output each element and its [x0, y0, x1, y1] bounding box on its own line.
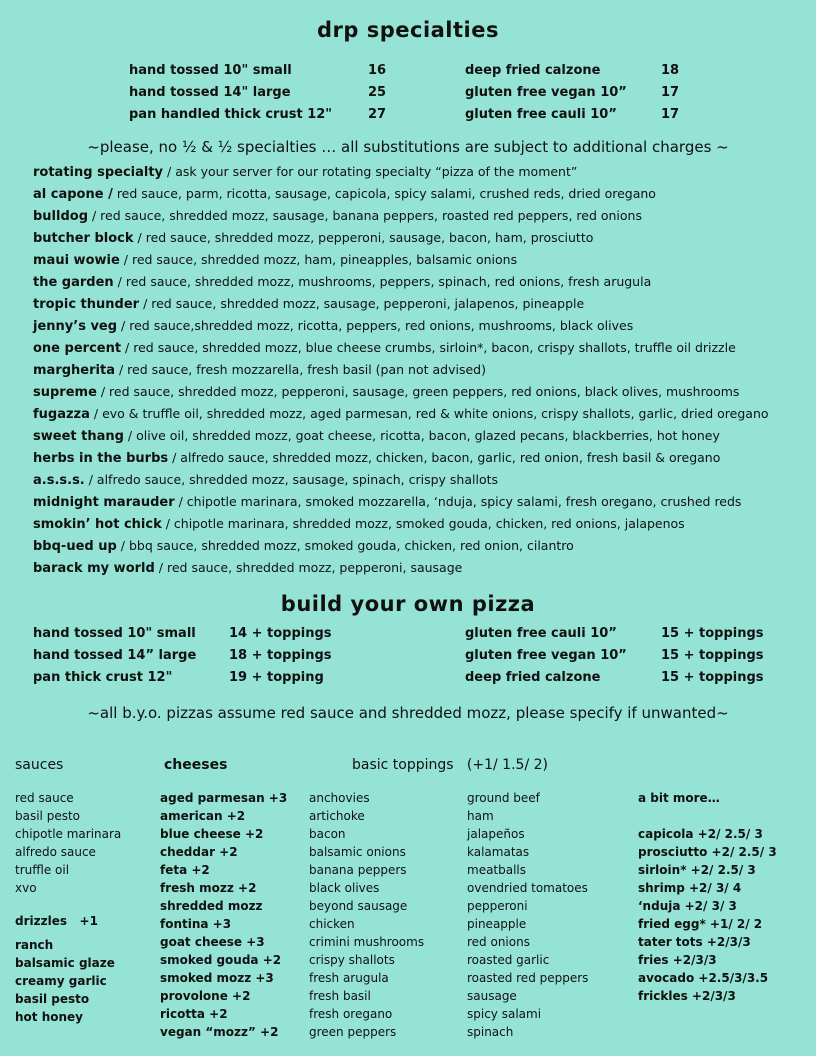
cheese-item: vegan “mozz” +2 — [160, 1025, 279, 1039]
specialty-size-price: 18 — [661, 63, 680, 78]
specialty-size-price: 25 — [368, 85, 387, 100]
cheese-item: smoked gouda +2 — [160, 953, 282, 967]
specialties-note: ~please, no ½ & ½ specialties … all substitutions are subject to additional charges ~ — [87, 138, 729, 156]
premium-topping-item: sirloin* +2/ 2.5/ 3 — [638, 863, 756, 877]
basic-toppings-list-2 — [467, 789, 588, 1041]
specialty-name: midnight marauder — [33, 495, 175, 510]
specialty-name: tropic thunder — [33, 297, 140, 312]
basic-topping-item: ovendried tomatoes — [467, 881, 588, 895]
specialty-item — [33, 450, 720, 466]
specialty-size-label: pan handled thick crust 12" — [129, 107, 333, 122]
premium-topping-item: avocado +2.5/3/3.5 — [638, 971, 769, 985]
specialty-item — [33, 318, 633, 334]
basic-topping-item: fresh basil — [309, 989, 371, 1003]
basic-topping-item: anchovies — [309, 791, 370, 805]
premium-topping-item: frickles +2/3/3 — [638, 989, 736, 1003]
specialty-item — [33, 516, 685, 532]
basic-toppings-list-1 — [309, 789, 424, 1041]
cheese-item: fresh mozz +2 — [160, 881, 257, 895]
more-toppings-list — [638, 825, 777, 1005]
basic-topping-item: roasted garlic — [467, 953, 550, 967]
specialty-size-price: 17 — [661, 85, 680, 100]
sauce-item: xvo — [15, 881, 37, 895]
specialty-name: smokin’ hot chick — [33, 517, 162, 532]
specialty-size-label: gluten free vegan 10” — [465, 85, 627, 100]
specialty-item — [33, 384, 739, 400]
specialty-description: / red sauce, fresh mozzarella, fresh basil (pan not advised) — [118, 362, 486, 377]
sauce-item: basil pesto — [15, 809, 81, 823]
basic-topping-item: crispy shallots — [309, 953, 395, 967]
premium-topping-item: shrimp +2/ 3/ 4 — [638, 881, 742, 895]
premium-topping-item: capicola +2/ 2.5/ 3 — [638, 827, 763, 841]
specialty-item — [33, 164, 577, 180]
specialty-description: / red sauce, shredded mozz, sausage, banana peppers, roasted red peppers, red onions — [92, 208, 642, 223]
specialty-size-label: gluten free cauli 10” — [465, 107, 617, 122]
basic-topping-item: artichoke — [309, 809, 365, 823]
specialty-item — [33, 296, 584, 312]
cheeses-header: cheeses — [164, 757, 228, 773]
specialties-title: drp specialties — [316, 18, 499, 42]
sauce-item: alfredo sauce — [15, 845, 96, 859]
specialty-description: red sauce, parm, ricotta, sausage, capicola, spicy salami, crushed reds, dried oregano — [116, 186, 656, 201]
specialty-name: barack my world — [33, 561, 155, 576]
specialty-description: / bbq sauce, shredded mozz, smoked gouda, chicken, red onion, cilantro — [120, 538, 574, 553]
premium-topping-item: fries +2/3/3 — [638, 953, 717, 967]
cheese-item: goat cheese +3 — [160, 935, 265, 949]
basic-topping-item: pineapple — [467, 917, 527, 931]
cheeses-list — [160, 789, 287, 1041]
basic-topping-item: ham — [467, 809, 494, 823]
premium-topping-item: tater tots +2/3/3 — [638, 935, 751, 949]
specialty-description: / red sauce, shredded mozz, blue cheese crumbs, sirloin*, bacon, crispy shallots, truffle oil drizzle — [125, 340, 736, 355]
specialty-item — [33, 494, 741, 510]
cheese-item: provolone +2 — [160, 989, 251, 1003]
drizzle-item: hot honey — [15, 1010, 83, 1024]
drizzles-list — [15, 936, 115, 1026]
byo-size-label: hand tossed 14” large — [33, 648, 197, 663]
specialty-description: / red sauce, shredded mozz, sausage, pepperoni, jalapenos, pineapple — [143, 296, 585, 311]
sauce-item: red sauce — [15, 791, 74, 805]
cheese-item: cheddar +2 — [160, 845, 238, 859]
specialty-item — [33, 362, 486, 378]
specialty-item — [33, 472, 498, 488]
more-header: a bit more… — [638, 791, 720, 805]
drizzle-item: basil pesto — [15, 992, 90, 1006]
byo-size-price: 15 + toppings — [661, 670, 764, 685]
drizzle-item: ranch — [15, 938, 54, 952]
specialty-item — [33, 428, 720, 444]
cheese-item: smoked mozz +3 — [160, 971, 274, 985]
byo-size-price: 15 + toppings — [661, 626, 764, 641]
cheese-item: ricotta +2 — [160, 1007, 228, 1021]
cheese-item: blue cheese +2 — [160, 827, 264, 841]
specialty-item — [33, 560, 462, 576]
byo-size-label: hand tossed 10" small — [33, 626, 196, 641]
basic-topping-item: roasted red peppers — [467, 971, 589, 985]
specialty-name: sweet thang — [33, 429, 124, 444]
basic-topping-item: fresh arugula — [309, 971, 389, 985]
specialty-name: al capone / — [33, 187, 113, 202]
basic-topping-item: ground beef — [467, 791, 540, 805]
cheese-item: aged parmesan +3 — [160, 791, 288, 805]
specialty-description: / red sauce, shredded mozz, pepperoni, sausage, bacon, ham, prosciutto — [137, 230, 594, 245]
specialty-description: / chipotle marinara, smoked mozzarella, ‘nduja, spicy salami, fresh oregano, crushed reds — [178, 494, 742, 509]
specialty-name: bulldog — [33, 209, 89, 224]
basic-topping-item: spicy salami — [467, 1007, 542, 1021]
specialty-description: / red sauce,shredded mozz, ricotta, peppers, red onions, mushrooms, black olives — [121, 318, 634, 333]
premium-topping-item: prosciutto +2/ 2.5/ 3 — [638, 845, 777, 859]
specialty-description: / chipotle marinara, shredded mozz, smoked gouda, chicken, red onions, jalapenos — [165, 516, 685, 531]
basic-topping-item: pepperoni — [467, 899, 528, 913]
specialty-size-label: hand tossed 14" large — [129, 85, 291, 100]
specialty-description: / red sauce, shredded mozz, mushrooms, peppers, spinach, red onions, fresh arugula — [117, 274, 652, 289]
cheese-item: feta +2 — [160, 863, 210, 877]
specialty-name: jenny’s veg — [33, 319, 118, 334]
drizzle-item: balsamic glaze — [15, 956, 115, 970]
basic-topping-item: kalamatas — [467, 845, 530, 859]
specialty-name: supreme — [33, 385, 97, 400]
specialty-item — [33, 252, 517, 268]
specialty-name: margherita — [33, 363, 115, 378]
specialty-size-label: hand tossed 10" small — [129, 63, 292, 78]
basic-topping-item: fresh oregano — [309, 1007, 393, 1021]
specialty-name: bbq-ued up — [33, 539, 117, 554]
byo-size-label: gluten free cauli 10” — [465, 626, 617, 641]
basic-topping-item: meatballs — [467, 863, 527, 877]
byo-size-label: deep fried calzone — [465, 670, 601, 685]
specialty-item — [33, 406, 769, 422]
specialty-size-label: deep fried calzone — [465, 63, 601, 78]
specialty-size-price: 17 — [661, 107, 680, 122]
basic-topping-item: balsamic onions — [309, 845, 406, 859]
sauce-item: chipotle marinara — [15, 827, 122, 841]
byo-size-price: 18 + toppings — [229, 648, 332, 663]
byo-size-price: 14 + toppings — [229, 626, 332, 641]
specialty-item — [33, 186, 656, 202]
sauce-item: truffle oil — [15, 863, 70, 877]
basic-toppings-header: basic toppings (+1/ 1.5/ 2) — [352, 757, 548, 773]
basic-topping-item: banana peppers — [309, 863, 407, 877]
specialty-name: fugazza — [33, 407, 90, 422]
drizzles-header: drizzles +1 — [15, 914, 98, 928]
sauces-list — [15, 789, 121, 897]
cheese-item: fontina +3 — [160, 917, 232, 931]
specialty-name: butcher block — [33, 231, 134, 246]
cheese-item: shredded mozz — [160, 899, 263, 913]
specialty-item — [33, 340, 736, 356]
premium-topping-item: fried egg* +1/ 2/ 2 — [638, 917, 763, 931]
basic-topping-item: sausage — [467, 989, 517, 1003]
specialty-name: the garden — [33, 275, 114, 290]
byo-size-price: 19 + topping — [229, 670, 324, 685]
basic-topping-item: jalapeños — [467, 827, 525, 841]
specialty-description: / ask your server for our rotating specialty “pizza of the moment” — [167, 164, 578, 179]
specialty-name: one percent — [33, 341, 122, 356]
basic-topping-item: black olives — [309, 881, 380, 895]
byo-size-label: gluten free vegan 10” — [465, 648, 627, 663]
basic-topping-item: spinach — [467, 1025, 514, 1039]
specialty-size-price: 27 — [368, 107, 387, 122]
specialty-item — [33, 230, 593, 246]
basic-topping-item: red onions — [467, 935, 530, 949]
specialty-item — [33, 274, 651, 290]
basic-topping-item: green peppers — [309, 1025, 397, 1039]
drizzle-item: creamy garlic — [15, 974, 107, 988]
specialty-item — [33, 538, 574, 554]
specialty-name: a.s.s.s. — [33, 473, 85, 488]
byo-title: build your own pizza — [280, 592, 536, 616]
basic-topping-item: crimini mushrooms — [309, 935, 425, 949]
specialty-description: / alfredo sauce, shredded mozz, sausage, spinach, crispy shallots — [88, 472, 499, 487]
cheese-item: american +2 — [160, 809, 246, 823]
basic-topping-item: beyond sausage — [309, 899, 408, 913]
specialty-name: maui wowie — [33, 253, 120, 268]
specialty-size-price: 16 — [368, 63, 387, 78]
specialty-item — [33, 208, 642, 224]
basic-topping-item: chicken — [309, 917, 355, 931]
specialty-description: / olive oil, shredded mozz, goat cheese, ricotta, bacon, glazed pecans, blackberries, hot honey — [127, 428, 720, 443]
specialty-description: / red sauce, shredded mozz, ham, pineapples, balsamic onions — [123, 252, 518, 267]
byo-size-price: 15 + toppings — [661, 648, 764, 663]
specialty-description: / alfredo sauce, shredded mozz, chicken, bacon, garlic, red onion, fresh basil & oregano — [172, 450, 721, 465]
byo-note: ~all b.y.o. pizzas assume red sauce and shredded mozz, please specify if unwanted~ — [87, 704, 729, 722]
specialty-description: / red sauce, shredded mozz, pepperoni, sausage, green peppers, red onions, black olives, mushrooms — [100, 384, 740, 399]
premium-topping-item: ‘nduja +2/ 3/ 3 — [638, 899, 737, 913]
sauces-header: sauces — [15, 757, 64, 773]
specialty-name: herbs in the burbs — [33, 451, 169, 466]
byo-size-label: pan thick crust 12" — [33, 670, 173, 685]
specialty-description: / red sauce, shredded mozz, pepperoni, sausage — [158, 560, 463, 575]
specialty-name: rotating specialty — [33, 165, 164, 180]
basic-topping-item: bacon — [309, 827, 346, 841]
specialty-description: / evo & truffle oil, shredded mozz, aged parmesan, red & white onions, crispy shallots, garlic, dried oregano — [93, 406, 769, 421]
